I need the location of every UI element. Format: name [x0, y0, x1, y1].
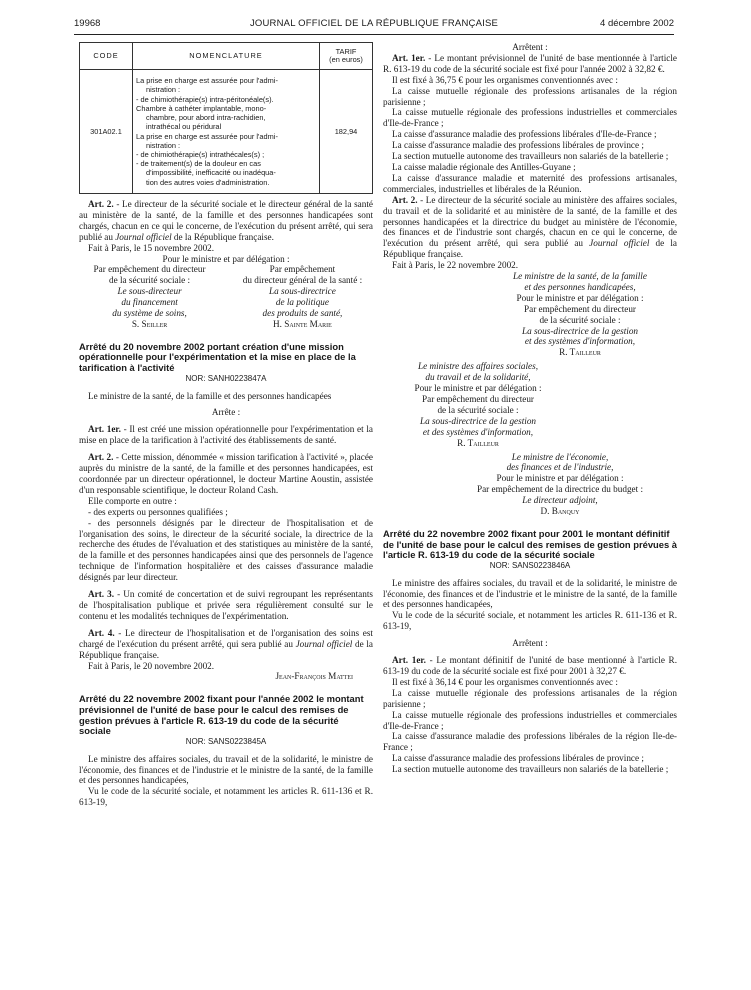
- list-item: La caisse d'assurance maladie des professions libérales de province ;: [392, 753, 644, 764]
- list-intro: Elle comporte en outre :: [88, 495, 177, 506]
- list-item: La section mutuelle autonome des travailleurs non salariés de la batellerie ;: [392, 151, 669, 162]
- signature-role: de la politique: [275, 297, 329, 308]
- list-item: - des personnels désignés par le directeur de l'hospitalisation et de l'organisation des soins, le directeur de la sécurité sociale, la directrice de la recherche des études de l'évaluation et des statistiques au ministère de la santé, de la famille et des personnes handicapées ainsi que des personnels de l'agence technique de l'information hospitalière et des caisses d'assurance maladie désignés par leur directeur.: [79, 517, 373, 583]
- nomenclature-line: nistration :: [146, 140, 181, 150]
- table-header-nomenclature: NOMENCLATURE: [133, 43, 320, 70]
- article-2-paragraph: [79, 199, 373, 243]
- article-4-paragraph: [79, 628, 373, 661]
- journal-officiel-ref: Journal officiel: [295, 638, 353, 649]
- decree-title: Arrêté du 22 novembre 2002 fixant pour l'année 2002 le montant prévisionnel de l'unité de base pour le calcul des remises de gestion prévues à l'article R. 613-19 du code de la sécurité sociale: [79, 693, 364, 737]
- signature-block: [79, 264, 373, 329]
- signature-role: du système de soins,: [112, 308, 187, 319]
- article-1-paragraph: [383, 655, 677, 677]
- signature-line: Par empêchement du directeur: [93, 264, 206, 275]
- nomenclature-line: intrathécal ou péridural: [146, 122, 222, 132]
- article-text: - Cette mission, dénommée « mission tarification à l'activité », placée auprès du ministre de la santé, de la famille et des personnes handicapées, est coordonnée par un directeur opérationnel, le docteur Martine Aoustin, assistée d'un responsable scientifique, le docteur Roland Cash.: [79, 452, 373, 495]
- article-text: - Le directeur de l'hospitalisation et de l'organisation des soins est chargé de l'exécution du présent arrêté, qui sera publié au: [79, 627, 373, 649]
- table-header-code: CODE: [80, 43, 133, 70]
- decree-title: Arrêté du 20 novembre 2002 portant création d'une mission opérationnelle pour l'expérimentation et la mise en place de la tarification à l'activité: [79, 340, 356, 374]
- signatory-name: R. Tailleur: [457, 437, 499, 448]
- signature-role: et des systèmes d'information,: [422, 426, 534, 437]
- article-text: - Un comité de concertation et de suivi regroupant les représentants de l'hospitalisation publique et privée sera régulièrement consulté sur le contenu et les modalités techniques de l'expérimentation.: [79, 589, 373, 621]
- article-label: Art. 4.: [88, 627, 115, 638]
- signature-role: des produits de santé,: [262, 308, 343, 319]
- list-item: - des experts ou personnes qualifiées ;: [88, 506, 228, 517]
- list-item: La caisse mutuelle régionale des professions artisanales de la région parisienne ;: [383, 687, 677, 709]
- pour-le-ministre: Pour le ministre et par délégation :: [162, 253, 290, 264]
- page-number: 19968: [74, 18, 101, 29]
- minister-line: des finances et de l'industrie,: [506, 462, 614, 473]
- tariff-table: [79, 42, 373, 194]
- minister-line: Le ministre de l'économie,: [511, 451, 609, 462]
- article-text: - Le montant prévisionnel de l'unité de base mentionnée à l'article R. 613-19 du code de la sécurité sociale est fixé pour l'année 2002 à 32,82 €.: [383, 52, 677, 74]
- article-label: Art. 1er.: [88, 424, 121, 435]
- table-cell-code: 301A02.1: [80, 70, 133, 194]
- article-label: Art. 1er.: [392, 52, 426, 63]
- list-item: La caisse maladie régionale des Antilles-Guyane ;: [392, 161, 576, 172]
- article-label: Art. 1er.: [392, 655, 426, 666]
- journal-officiel-ref: Journal officiel: [115, 231, 172, 242]
- article-text: - Il est créé une mission opérationnelle pour l'expérimentation et la mise en place de la tarification à l'activité des établissements de santé.: [79, 424, 373, 446]
- article-label: Art. 2.: [88, 452, 114, 463]
- signature-left: [79, 264, 220, 329]
- minister-line: Le ministre de la santé, de la famille: [513, 271, 647, 282]
- minister-line: et des personnes handicapées,: [524, 281, 636, 292]
- journal-title: JOURNAL OFFICIEL DE LA RÉPUBLIQUE FRANÇAISE: [249, 18, 499, 29]
- decree-intro: Le ministre de la santé, de la famille et des personnes handicapées: [88, 390, 332, 401]
- nomenclature-line: tion des autres voies d'administration.: [146, 177, 270, 187]
- signature-block: [383, 361, 573, 448]
- signature-right: [232, 264, 373, 329]
- journal-officiel-ref: Journal officiel: [589, 238, 650, 249]
- fixed-amount: Il est fixé à 36,14 € pour les organismes conventionnés avec :: [392, 676, 618, 687]
- signatory-name: D. Banquy: [540, 506, 580, 517]
- table-cell-tarif: 182,94: [320, 70, 373, 194]
- issue-date: 4 décembre 2002: [600, 18, 674, 29]
- article-text: - Le directeur de la sécurité sociale et le directeur général de la santé au ministère de la santé, de la famille et des personnes handicapées sont chargés, chacun en ce qui le concerne, de l'exécution du présent arrêté, qui sera publié au: [79, 199, 373, 242]
- list-item: La caisse mutuelle régionale des professions industrielles et commerciales d'Ile-de-France ;: [383, 709, 677, 731]
- signature-line: de la sécurité sociale :: [108, 275, 191, 286]
- article-text: - Le montant définitif de l'unité de base mentionné à l'article R. 613-19 du code de la sécurité sociale est fixé pour 2001 à 32,27 €.: [383, 655, 677, 676]
- nomenclature-line: nistration :: [146, 85, 181, 95]
- article-2-paragraph: [79, 452, 373, 496]
- signature-line: Pour le ministre et par délégation :: [516, 292, 644, 303]
- nor-reference: NOR: SANS0223846A: [489, 560, 571, 570]
- article-label: Art. 2.: [392, 194, 418, 205]
- signature-role: Le sous-directeur: [117, 286, 182, 297]
- signatory-name: R. Tailleur: [559, 347, 601, 358]
- article-text: - Le directeur de la sécurité sociale au ministère des affaires sociales, du travail et de la solidarité et au ministère de la santé, de la famille et des personnes handicapées et la directrice du budget au ministère de l'économie, des finances et de l'industrie sont chargés, chacun en ce qui le concerne, de l'exécution du présent arrêté, qui sera publié au: [383, 194, 677, 249]
- signature-line: Par empêchement de la directrice du budget :: [476, 484, 644, 495]
- nomenclature-line: - de traitement(s) de la douleur en cas: [136, 159, 261, 169]
- arretent-heading: Arrêtent :: [512, 638, 548, 649]
- header-rule: [74, 34, 674, 35]
- signature-line: du directeur général de la santé :: [242, 275, 363, 286]
- article-1-paragraph: [79, 424, 373, 446]
- decree-intro: Le ministre des affaires sociales, du travail et de la solidarité, le ministre de l'économie, des finances et de l'industrie et le ministre de la santé, de la famille et des personnes handicapées,: [79, 753, 373, 786]
- signature-role: et des systèmes d'information,: [524, 336, 636, 347]
- list-item: La caisse mutuelle régionale des professions artisanales de la région parisienne ;: [383, 85, 677, 107]
- fait-a-paris: Fait à Paris, le 15 novembre 2002.: [88, 242, 215, 253]
- list-item: La caisse d'assurance maladie des professions libérales de la région Ile-de-France ;: [383, 731, 677, 753]
- decree-title: Arrêté du 22 novembre 2002 fixant pour 2001 le montant définitif de l'unité de base pour le calcul des remises de gestion prévues à l'article R. 613-19 du code de la sécurité sociale: [383, 527, 678, 561]
- list-item: La caisse d'assurance maladie des professions libérales de province ;: [392, 140, 644, 151]
- nomenclature-line: Chambre à cathéter implantable, mono-: [136, 103, 267, 113]
- article-text-end: de la République française.: [171, 231, 274, 242]
- signature-role: La sous-directrice de la gestion: [419, 415, 537, 426]
- fixed-amount: Il est fixé à 36,75 € pour les organismes conventionnés avec :: [392, 74, 618, 85]
- article-2-paragraph: [383, 195, 677, 260]
- nomenclature-line: - de chimiothérapie(s) intra-péritonéale(s).: [136, 94, 274, 104]
- nomenclature-line: - de chimiothérapie(s) intrathécales(s) ;: [136, 149, 265, 159]
- article-label: Art. 2.: [88, 199, 114, 209]
- article-text-end: de la République française.: [383, 238, 677, 260]
- signatory-name: S. Seiller: [131, 318, 168, 329]
- arrete-heading: Arrête :: [211, 407, 241, 418]
- decree-intro: Le ministre des affaires sociales, du travail et de la solidarité, le ministre de l'économie, des finances et de l'industrie et le ministre de la santé, de la famille et des personnes handicapées,: [383, 577, 677, 610]
- signature-role: du financement: [121, 297, 178, 308]
- article-1-paragraph: [383, 53, 677, 75]
- list-item: La caisse d'assurance maladie et maternité des professions artisanales, commerciales, industrielles et libérales de la Réunion.: [383, 172, 677, 194]
- fait-a-paris: Fait à Paris, le 20 novembre 2002.: [88, 660, 215, 671]
- signature-line: Par empêchement: [269, 264, 336, 275]
- signature-line: de la sécurité sociale :: [437, 404, 519, 415]
- arretent-heading: Arrêtent :: [512, 42, 548, 52]
- left-column: [79, 42, 373, 808]
- nor-reference: NOR: SANH0223847A: [185, 373, 267, 383]
- signature-role: Le directeur adjoint,: [522, 495, 598, 506]
- nor-reference: NOR: SANS0223845A: [185, 736, 267, 746]
- signature-block: [443, 452, 677, 517]
- nomenclature-line: d'impossibilité, inefficacité ou inadéqua-: [146, 168, 276, 178]
- table-row: [80, 70, 373, 194]
- table-cell-nomenclature: [133, 70, 320, 194]
- vu-clause: Vu le code de la sécurité sociale, et notamment les articles R. 611-136 et R. 613-19,: [79, 786, 373, 808]
- signature-line: Pour le ministre et par délégation :: [414, 383, 542, 394]
- signature-role: La sous-directrice: [269, 286, 336, 297]
- nomenclature-line: La prise en charge est assurée pour l'admi-: [136, 131, 278, 141]
- signatory-name: Jean-François Mattei: [275, 671, 353, 682]
- article-label: Art. 3.: [88, 589, 115, 600]
- vu-clause: Vu le code de la sécurité sociale, et notamment les articles R. 611-136 et R. 613-19,: [383, 610, 677, 632]
- list-item: La caisse d'assurance maladie des professions libérales d'Ile-de-France ;: [392, 129, 657, 140]
- fait-a-paris: Fait à Paris, le 22 novembre 2002.: [392, 260, 519, 271]
- signature-block: [483, 271, 677, 358]
- right-column: [383, 42, 677, 775]
- signature-role: La sous-directrice de la gestion: [521, 325, 639, 336]
- article-3-paragraph: [79, 589, 373, 622]
- signature-line: Par empêchement du directeur: [422, 394, 534, 404]
- page-header: [74, 18, 674, 34]
- signature-line: Pour le ministre et par délégation :: [496, 473, 624, 484]
- nomenclature-line: La prise en charge est assurée pour l'admi-: [136, 76, 278, 86]
- nomenclature-line: chambre, pour abord intra-rachidien,: [146, 113, 266, 123]
- signatory-name: H. Sainte Marie: [273, 318, 332, 329]
- signature-line: Par empêchement du directeur: [524, 303, 636, 314]
- signature-line: de la sécurité sociale :: [539, 314, 621, 325]
- list-item: La section mutuelle autonome des travailleurs non salariés de la batellerie ;: [392, 764, 669, 775]
- article-text-end: de la République française.: [79, 638, 373, 660]
- minister-line: du travail et de la solidarité,: [425, 372, 531, 383]
- list-item: La caisse mutuelle régionale des professions industrielles et commerciales d'Ile-de-France ;: [383, 107, 677, 129]
- table-header-tarif: TARIF (en euros): [320, 43, 373, 70]
- minister-line: Le ministre des affaires sociales,: [417, 361, 539, 372]
